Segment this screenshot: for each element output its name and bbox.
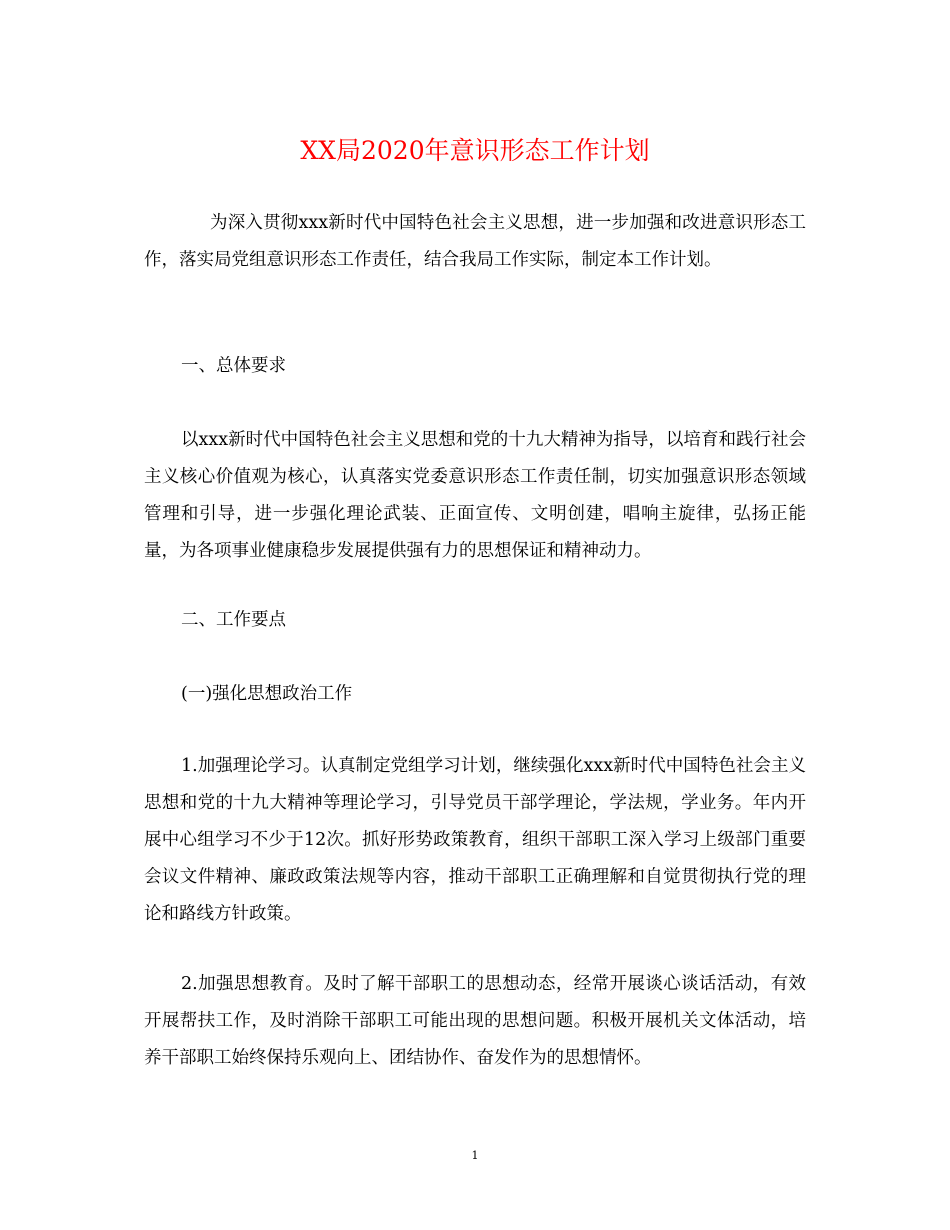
item-theory-study-paragraph: 1.加强理论学习。认真制定党组学习计划，继续强化xxx新时代中国特色社会主义思想和党的十九大精神等理论学习，引导党员干部学理论，学法规，学业务。年内开展中心组学习不少于12次。抓好形势政策教育，组织干部职工深入学习上级部门重要会议文件精神、廉政政策法规等内容，推动干部职工正确理解和自觉贯彻执行党的理论和路线方针政策。 (144, 756, 806, 924)
page-number: 1 (471, 1149, 479, 1162)
item-ideological-education-paragraph: 2.加强思想教育。及时了解干部职工的思想动态，经常开展谈心谈话活动，有效开展帮扶工作，及时消除干部职工可能出现的思想问题。积极开展机关文体活动，培养干部职工始终保持乐观向上、团结协作、奋发作为的思想情怀。 (144, 974, 806, 1068)
document-title: XX局2020年意识形态工作计划 (300, 136, 650, 165)
intro-paragraph: 为深入贯彻xxx新时代中国特色社会主义思想，进一步加强和改进意识形态工作，落实局党组意识形态工作责任，结合我局工作实际，制定本工作计划。 (144, 213, 806, 270)
section-heading-general-requirements: 一、总体要求 (181, 356, 286, 376)
section-heading-work-points: 二、工作要点 (181, 610, 286, 630)
subsection-heading-political-work: (一)强化思想政治工作 (181, 684, 353, 704)
general-requirements-paragraph: 以xxx新时代中国特色社会主义思想和党的十九大精神为指导，以培育和践行社会主义核心价值观为核心，认真落实党委意识形态工作责任制，切实加强意识形态领域管理和引导，进一步强化理论武装、正面宣传、文明创建，唱响主旋律，弘扬正能量，为各项事业健康稳步发展提供强有力的思想保证和精神动力。 (144, 430, 806, 561)
